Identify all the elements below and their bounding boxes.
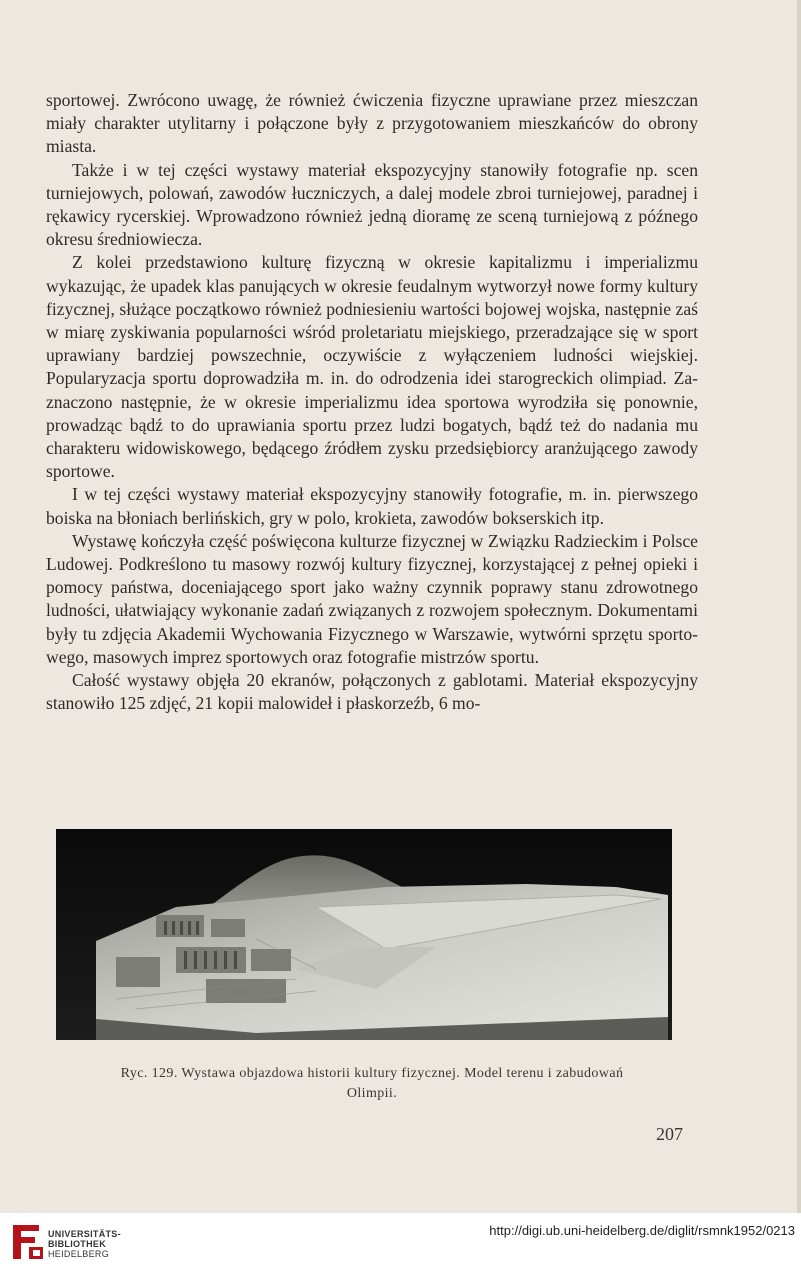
library-name-line-3: HEIDELBERG xyxy=(48,1249,110,1259)
figure-caption xyxy=(46,1064,698,1104)
body-text xyxy=(46,89,698,715)
caption-line-2: Olimpii. xyxy=(346,1086,398,1101)
library-name xyxy=(48,1229,121,1259)
paragraph-1: sportowej. Zwrócono uwagę, że również ćwiczenia fizyczne uprawiane przez mieszczan miały charakter utylitarny i połączone były z przygotowaniem mieszkańców do obrony miasta. xyxy=(46,90,698,157)
paragraph-4: I w tej części wystawy materiał ekspozycyjny stanowiły fotografie, m. in. pierwszego boiska na błoniach berlińskich, gry w polo, krokieta, zawodów bokserskich itp. xyxy=(46,484,698,528)
library-name-line-1: UNIVERSITÄTS- xyxy=(48,1229,121,1239)
digitization-footer xyxy=(0,1213,801,1271)
paragraph-3: Z kolei przedstawiono kulturę fizyczną w okresie kapitalizmu i imperializmu wykazując, że upadek klas panujących w okresie feudalnym wytworzył nowe formy kultury fizycznej, służące początkowo również podniesieniu wartości bojowej wojska, następnie zaś w miarę zyskiwania popularności wśród proletariatu miejskiego, przeradzające się w sport uprawiany bardziej powszechnie, oczywiście z wyłączeniem ludności wiejskiej. Popularyzacja sportu doprowadziła m. in. do odrodzenia idei starogreckich olimpiad. Zaznaczono następnie, że w okresie imperializmu idea sportowa wyrodziła się ponownie, prowadząc bądź to do uprawiania sportu przez ludzi bogatych, bądź też do nadania mu charakteru widowiskowego, będącego źródłem zysku przedsiębiorcy aranżującego zawody sportowe. xyxy=(46,252,698,482)
paragraph-6: Całość wystawy objęła 20 ekranów, połączonych z gablotami. Materiał ekspozycyjny stanowiło 125 zdjęć, 21 kopii malowideł i płaskorzeźb, 6 mo- xyxy=(46,670,698,714)
page-number: 207 xyxy=(656,1124,683,1144)
figure-photo-model-olympia xyxy=(56,829,672,1040)
paragraph-5: Wystawę kończyła część poświęcona kulturze fizycznej w Związku Radzieckim i Polsce Ludowej. Podkreślono tu masowy rozwój kultury fizycznej, korzystającej z pełnej opieki i pomocy państwa, doceniającego sport jako ważny czynnik poprawy stanu zdrowotnego ludności, ułatwiający wykonanie zadań związanych z rozwojem społecznym. Dokumentami były tu zdjęcia Akademii Wychowania Fizycznego w Warszawie, wytwórni sprzętu sportowego, masowych imprez sportowych oraz fotografie mistrzów sportu. xyxy=(46,530,698,667)
paragraph-2: Także i w tej części wystawy materiał ekspozycyjny stanowiły fotografie np. scen turniejowych, polowań, zawodów łuczniczych, a dalej modele zbroi turniejowej, paradnej i rękawicy rycerskiej. Wprowadzono również jedną dioramę ze sceną turniejową z późnego okresu średniowiecza. xyxy=(46,159,698,250)
source-url-link[interactable]: http://digi.ub.uni-heidelberg.de/diglit/rsmnk1952/0213 xyxy=(489,1223,795,1238)
photo-model-olympia-icon xyxy=(56,829,672,1040)
page-edge-shadow xyxy=(797,0,801,1213)
university-library-logo-icon[interactable] xyxy=(9,1221,47,1263)
caption-line-1: Ryc. 129. Wystawa objazdowa historii kultury fizycznej. Model terenu i zabudowań xyxy=(120,1066,624,1081)
library-name-line-2: BIBLIOTHEK xyxy=(48,1239,106,1249)
